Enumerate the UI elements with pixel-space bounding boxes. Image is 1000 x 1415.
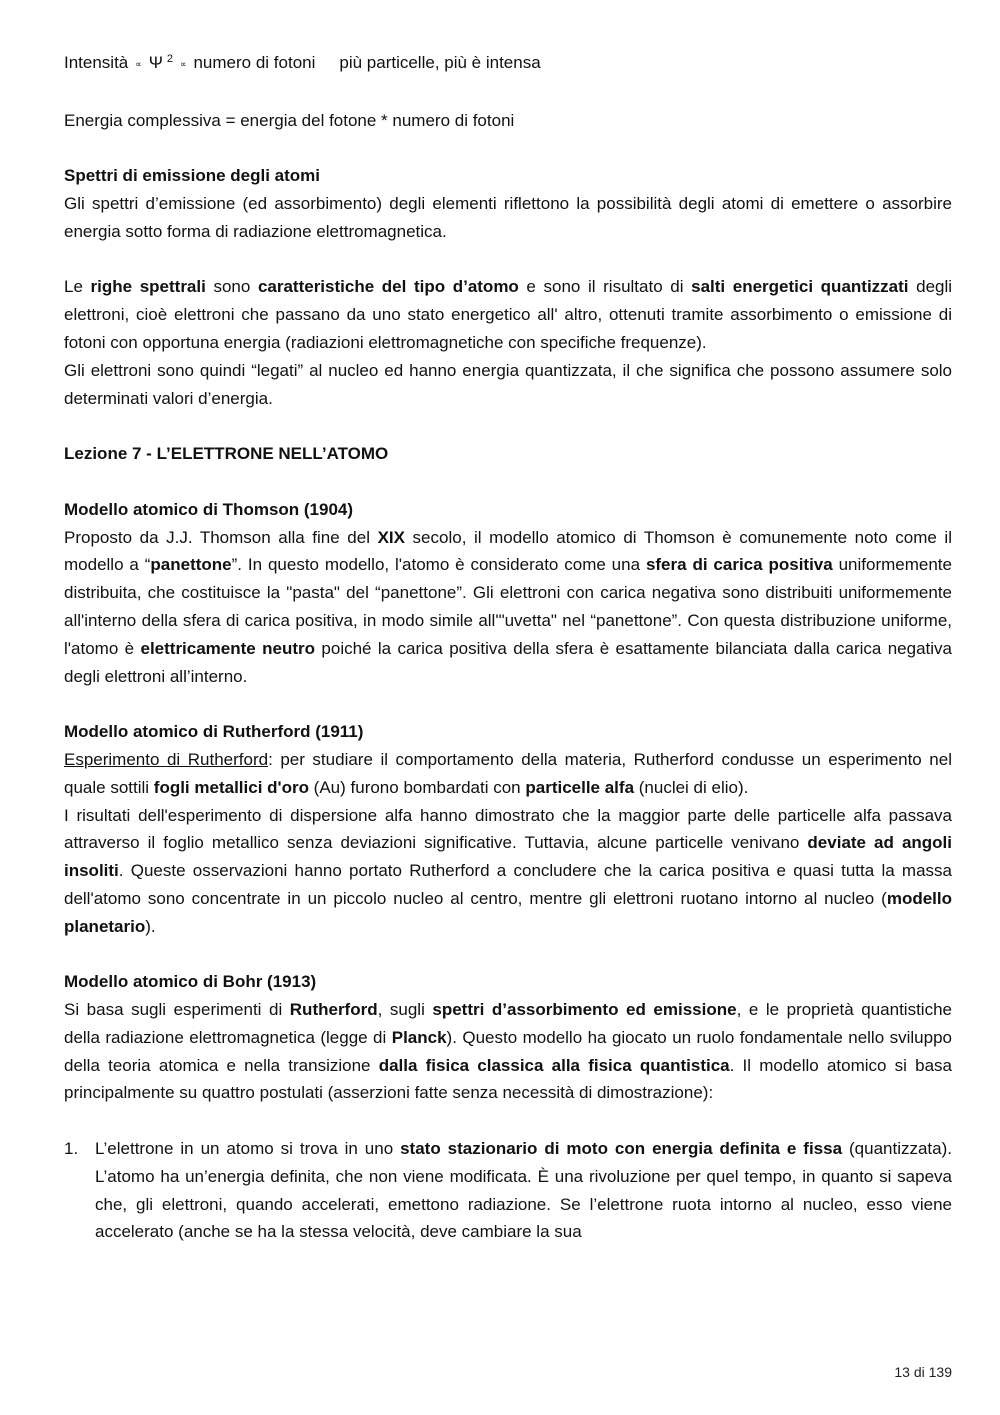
list-item: 1. L’elettrone in un atomo si trova in uno stato stazionario di moto con energia definita e fissa (quantizzata). L’atomo ha un’energia definita, che non viene modificata. È una rivoluzione per quel tempo, in quanto si sapeva che, gli elettroni, quando accelerati, emettono radiazione. Se l’elettrone ruota intorno al nucleo, esso viene accelerato (anche se ha la stessa velocità, deve cambiare la sua xyxy=(64,1135,952,1246)
section-title-rutherford: Modello atomico di Rutherford (1911) xyxy=(64,722,364,742)
bold-text: spettri d’assorbimento ed emissione xyxy=(432,1000,737,1020)
section-title-bohr: Modello atomico di Bohr (1913) xyxy=(64,972,317,992)
intensity-label: Intensità xyxy=(64,53,129,72)
section-title-spettri: Spettri di emissione degli atomi xyxy=(64,166,320,186)
paragraph: Si basa sugli esperimenti di Rutherford, sugli spettri d’assorbimento ed emissione, e le proprietà quantistiche della radiazione elettromagnetica (legge di Planck). Questo modello ha giocato un ruolo fondamentale nello sviluppo della teoria atomica e nella transizione dalla fisica classica alla fisica quantistica. Il modello atomico si basa principalmente su quattro postulati (asserzioni fatte senza necessità di dimostrazione): xyxy=(64,1000,952,1103)
bold-text: modello planetario xyxy=(64,888,952,936)
underlined-text: Esperimento di Rutherford xyxy=(64,749,269,769)
intensity-formula xyxy=(64,46,952,79)
proportional-symbol: ∝ xyxy=(135,59,142,69)
bold-text: dalla fisica classica alla fisica quantistica xyxy=(378,1055,730,1075)
paragraph: Le righe spettrali sono caratteristiche del tipo d’atomo e sono il risultato di salti energetici quantizzati degli elettroni, cioè elettroni che passano da uno stato energetico all' altro, ottenuti tramite assorbimento o emissione di fotoni con opportuna energia (radiazioni elettromagnetiche con specifiche frequenze). xyxy=(64,277,953,352)
bold-text: Rutherford xyxy=(289,1000,378,1020)
postulates-list xyxy=(64,1135,952,1246)
bold-text: elettricamente neutro xyxy=(140,638,316,658)
bold-text: fogli metallici d'oro xyxy=(153,777,309,797)
bold-text: sfera di carica positiva xyxy=(645,555,833,575)
bold-text: Planck xyxy=(391,1027,447,1047)
paragraph: Gli spettri d’emissione (ed assorbimento) degli elementi riflettono la possibilità degli atomi di emettere o assorbire energia sotto forma di radiazione elettromagnetica. xyxy=(64,193,952,241)
proportional-symbol-2: ∝ xyxy=(180,59,187,69)
lesson-title: Lezione 7 - L’ELETTRONE NELL’ATOMO xyxy=(64,444,389,464)
exponent: 2 xyxy=(166,53,174,65)
document-page xyxy=(64,46,952,1246)
bold-text: XIX xyxy=(377,527,405,547)
paragraph: Esperimento di Rutherford: per studiare il comportamento della materia, Rutherford condusse un esperimento nel quale sottili fogli metallici d'oro (Au) furono bombardati con particelle alfa (nuclei di elio). xyxy=(64,749,952,797)
list-number: 1. xyxy=(64,1139,79,1159)
bold-text: panettone xyxy=(150,555,232,575)
bold-text: caratteristiche del tipo d’atomo xyxy=(257,277,519,297)
photon-count-label: numero di fotoni xyxy=(193,53,316,72)
paragraph: I risultati dell'esperimento di dispersione alfa hanno dimostrato che la maggior parte delle particelle alfa passava attraverso il foglio metallico senza deviazioni significative. Tuttavia, alcune particelle venivano deviate ad angoli insoliti. Queste osservazioni hanno portato Rutherford a concludere che la carica positiva e quasi tutta la massa dell'atomo sono concentrate in un piccolo nucleo al centro, mentre gli elettroni ruotano intorno al nucleo (modello planetario). xyxy=(64,805,953,936)
paragraph: Gli elettroni sono quindi “legati” al nucleo ed hanno energia quantizzata, il che significa che possono assumere solo determinati valori d’energia. xyxy=(64,360,952,408)
bold-text: salti energetici quantizzati xyxy=(691,277,909,297)
psi-symbol: Ψ xyxy=(148,53,163,72)
paragraph: Proposto da J.J. Thomson alla fine del XIX secolo, il modello atomico di Thomson è comunemente noto come il modello a “panettone”. In questo modello, l'atomo è considerato come una sfera di carica positiva uniformemente distribuita, che costituisce la "pasta" del “panettone”. Gli elettroni con carica negativa sono distribuiti uniformemente all'interno della sfera di carica positiva, in modo simile all'"uvetta" nel “panettone”. Con questa distribuzione uniforme, l'atomo è elettricamente neutro poiché la carica positiva della sfera è esattamente bilanciata dalla carica negativa degli elettroni all’interno. xyxy=(64,527,952,686)
intensity-note: più particelle, più è intensa xyxy=(339,53,541,72)
bold-text: righe spettrali xyxy=(90,277,206,297)
bold-text: deviate ad angoli insoliti xyxy=(64,833,953,881)
page-number: 13 di 139 xyxy=(894,1364,952,1380)
section-title-thomson: Modello atomico di Thomson (1904) xyxy=(64,499,354,519)
energy-formula: Energia complessiva = energia del fotone * numero di fotoni xyxy=(64,110,515,130)
bold-text: stato stazionario di moto con energia definita e fissa xyxy=(400,1139,843,1159)
bold-text: particelle alfa xyxy=(525,777,635,797)
